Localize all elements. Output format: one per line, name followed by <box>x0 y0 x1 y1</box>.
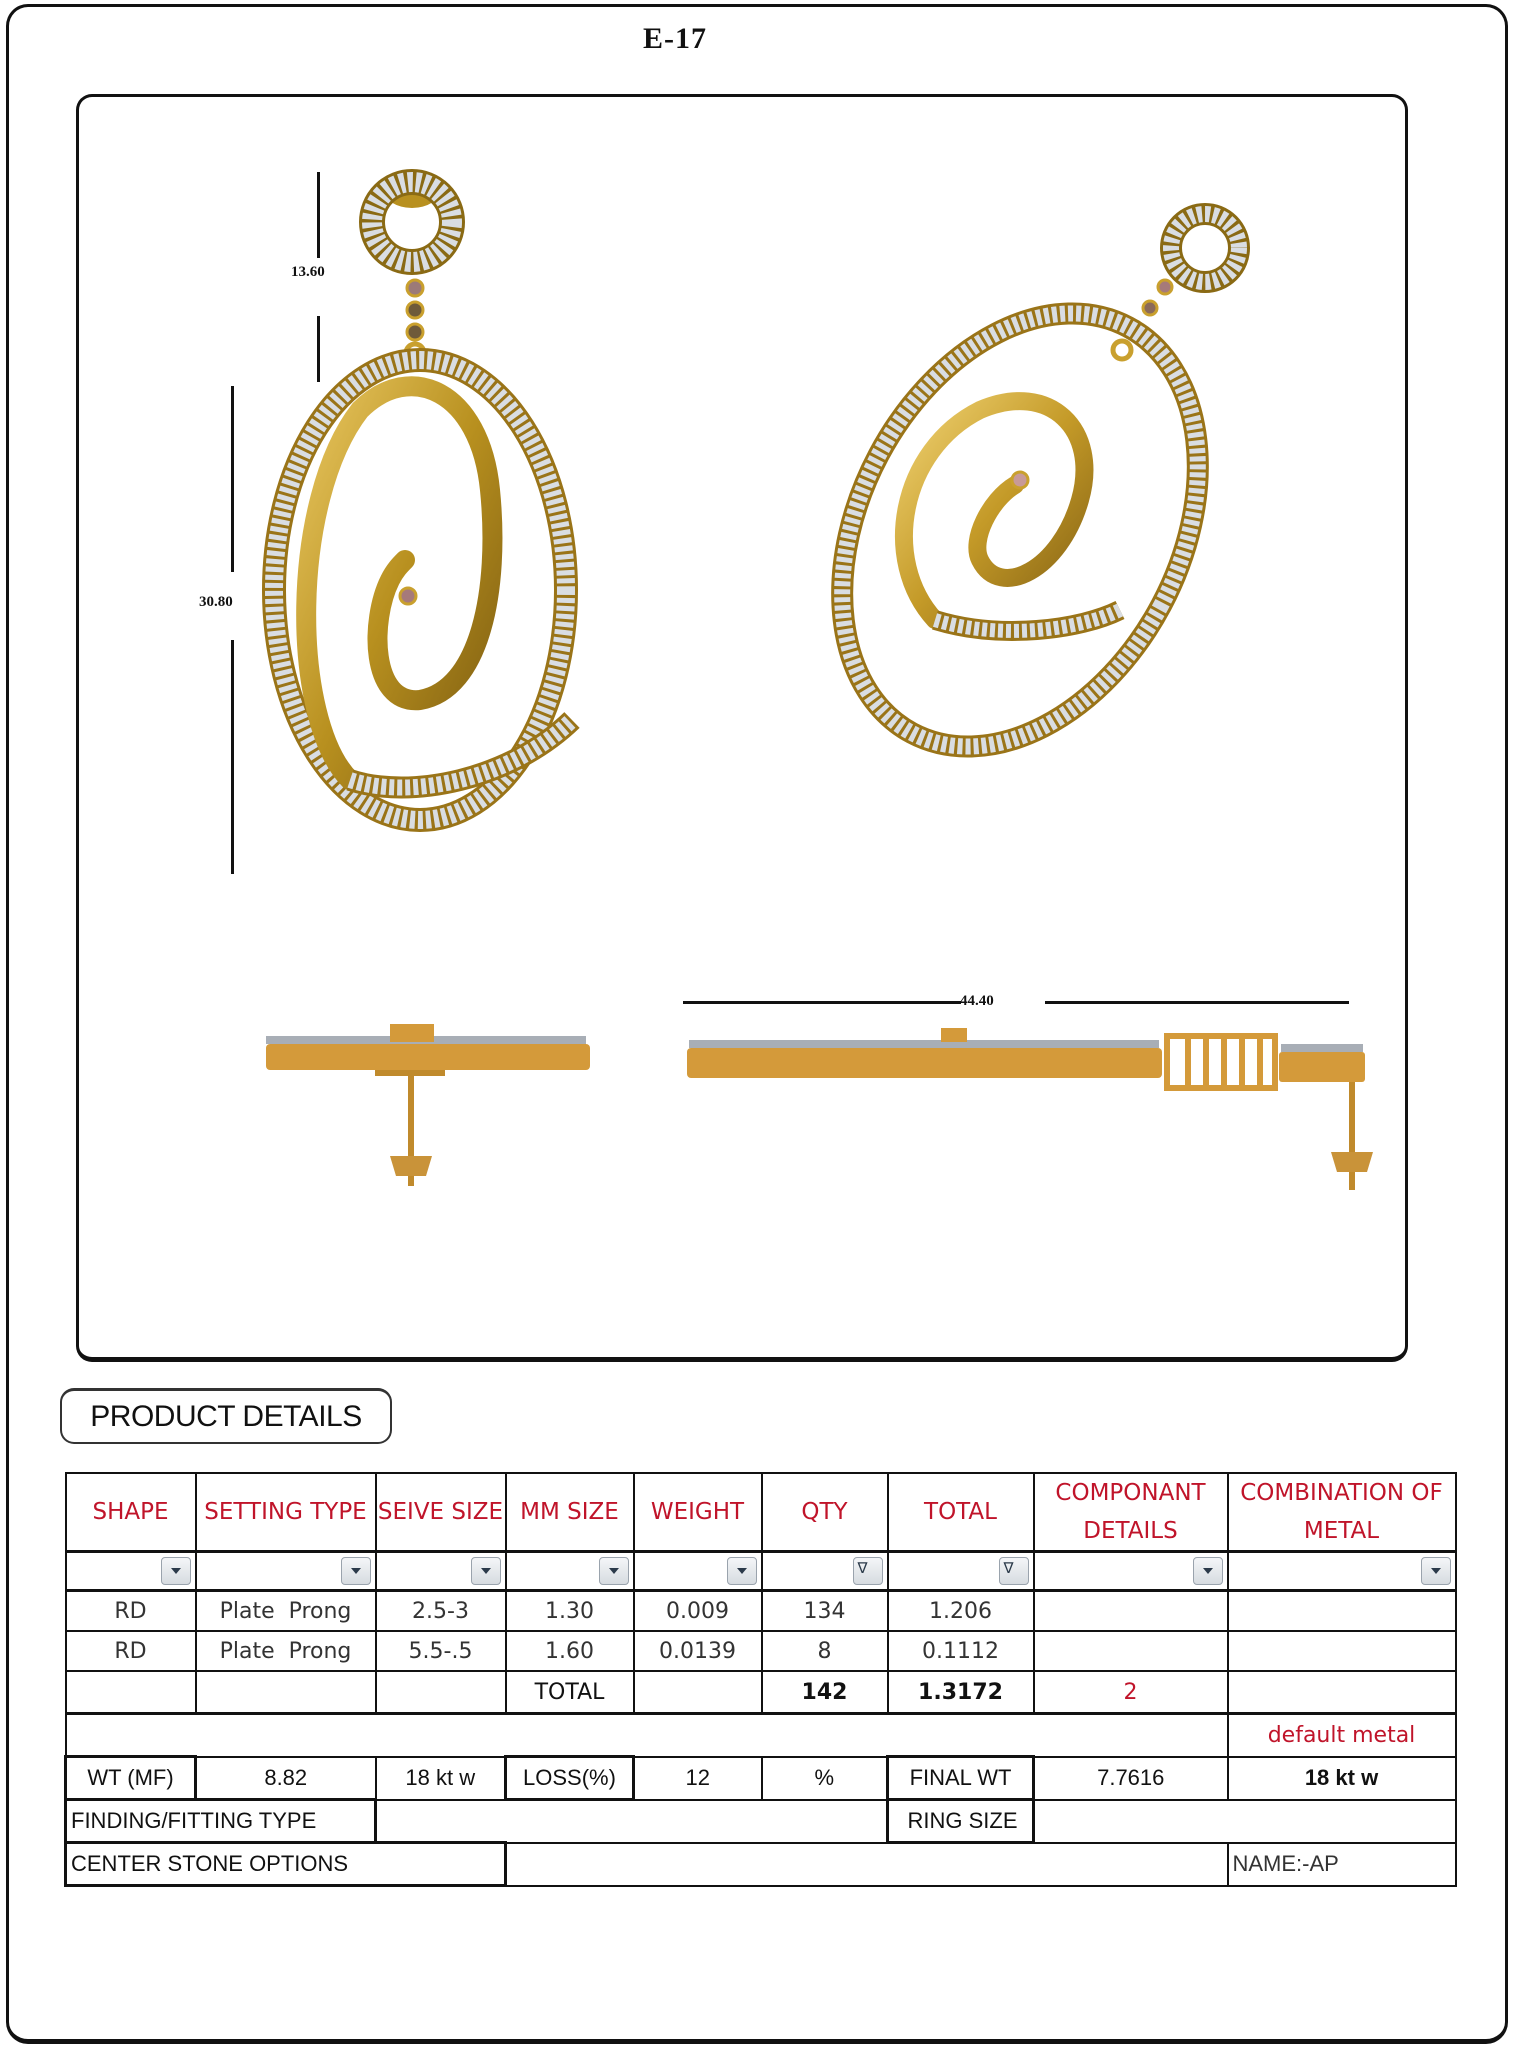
dimension-line-width-left <box>683 1001 961 1004</box>
totals-total: 1.3172 <box>888 1671 1034 1714</box>
wt-mf-metal: 18 kt w <box>376 1757 506 1800</box>
filter-dropdown-shape[interactable] <box>161 1557 191 1585</box>
cell-metal <box>1228 1591 1456 1632</box>
cell-metal <box>1228 1631 1456 1671</box>
cell-component <box>1034 1631 1228 1671</box>
dimension-label-top-height: 13.60 <box>291 264 325 280</box>
final-metal: 18 kt w <box>1228 1757 1456 1800</box>
cell-component <box>1034 1591 1228 1632</box>
totals-label: TOTAL <box>506 1671 634 1714</box>
cell-total: 0.1112 <box>888 1631 1034 1671</box>
cell-mm: 1.30 <box>506 1591 634 1632</box>
filter-dropdown-component-details[interactable] <box>1193 1557 1223 1585</box>
cell-seive: 2.5-3 <box>376 1591 506 1632</box>
final-wt-value: 7.7616 <box>1034 1757 1228 1800</box>
header-combination-of-metal: COMBINATION OF METAL <box>1228 1473 1456 1552</box>
filter-dropdown-weight[interactable] <box>727 1557 757 1585</box>
totals-row <box>66 1671 1456 1714</box>
loss-unit: % <box>762 1757 888 1800</box>
filter-dropdown-setting-type[interactable] <box>341 1557 371 1585</box>
designer-name: NAME:-AP <box>1228 1843 1456 1886</box>
cell-qty: 8 <box>762 1631 888 1671</box>
cell-setting: Plate Prong <box>196 1631 376 1671</box>
filter-row <box>66 1552 1456 1591</box>
dimension-line-width-right <box>1045 1001 1349 1004</box>
cell-setting: Plate Prong <box>196 1591 376 1632</box>
header-qty: QTY <box>762 1473 888 1552</box>
dimension-label-width: 44.40 <box>960 993 994 1009</box>
loss-value: 12 <box>634 1757 762 1800</box>
header-seive-size: SEIVE SIZE <box>376 1473 506 1552</box>
dimension-label-body-height: 30.80 <box>199 594 233 610</box>
filter-dropdown-mm-size[interactable] <box>599 1557 629 1585</box>
perspective-view-earring <box>820 200 1240 760</box>
finding-row <box>66 1800 1456 1843</box>
center-stone-row <box>66 1843 1456 1886</box>
cell-weight: 0.0139 <box>634 1631 762 1671</box>
weight-row <box>66 1757 1456 1800</box>
center-stone-value <box>506 1843 1228 1886</box>
wt-mf-value: 8.82 <box>196 1757 376 1800</box>
totals-qty: 142 <box>762 1671 888 1714</box>
dimension-line-body-upper <box>231 386 234 572</box>
cell-total: 1.206 <box>888 1591 1034 1632</box>
cell-shape: RD <box>66 1631 196 1671</box>
side-view-earring <box>260 1030 600 1200</box>
top-view-earring <box>685 1030 1390 1200</box>
header-weight: WEIGHT <box>634 1473 762 1552</box>
filter-active-qty-icon[interactable]: ∇ <box>853 1557 883 1585</box>
wt-mf-label: WT (MF) <box>66 1757 196 1800</box>
filter-active-total-icon[interactable]: ∇ <box>999 1557 1029 1585</box>
totals-component-count: 2 <box>1034 1671 1228 1714</box>
cell-qty: 134 <box>762 1591 888 1632</box>
table-row <box>66 1591 1456 1632</box>
filter-dropdown-combination-of-metal[interactable] <box>1421 1557 1451 1585</box>
cell-weight: 0.009 <box>634 1591 762 1632</box>
header-shape: SHAPE <box>66 1473 196 1552</box>
center-stone-label: CENTER STONE OPTIONS <box>66 1843 506 1886</box>
dimension-line-body-lower <box>231 640 234 874</box>
cell-shape: RD <box>66 1591 196 1632</box>
header-component-details: COMPONANT DETAILS <box>1034 1473 1228 1552</box>
header-mm-size: MM SIZE <box>506 1473 634 1552</box>
finding-value <box>376 1800 888 1843</box>
loss-label: LOSS(%) <box>506 1757 634 1800</box>
filter-dropdown-seive-size[interactable] <box>471 1557 501 1585</box>
table-row <box>66 1631 1456 1671</box>
header-total: TOTAL <box>888 1473 1034 1552</box>
final-wt-label: FINAL WT <box>888 1757 1034 1800</box>
product-details-table <box>64 1472 1457 1887</box>
metal-note: default metal <box>1228 1714 1456 1757</box>
table-header-row <box>66 1473 1456 1552</box>
metal-note-row <box>66 1714 1456 1757</box>
document-title: E-17 <box>643 22 707 55</box>
front-view-earring <box>260 160 600 880</box>
header-setting-type: SETTING TYPE <box>196 1473 376 1552</box>
product-details-badge: PRODUCT DETAILS <box>60 1388 392 1444</box>
cell-seive: 5.5-.5 <box>376 1631 506 1671</box>
ring-size-value <box>1034 1800 1456 1843</box>
cell-mm: 1.60 <box>506 1631 634 1671</box>
ring-size-label: RING SIZE <box>888 1800 1034 1843</box>
finding-label: FINDING/FITTING TYPE <box>66 1800 376 1843</box>
